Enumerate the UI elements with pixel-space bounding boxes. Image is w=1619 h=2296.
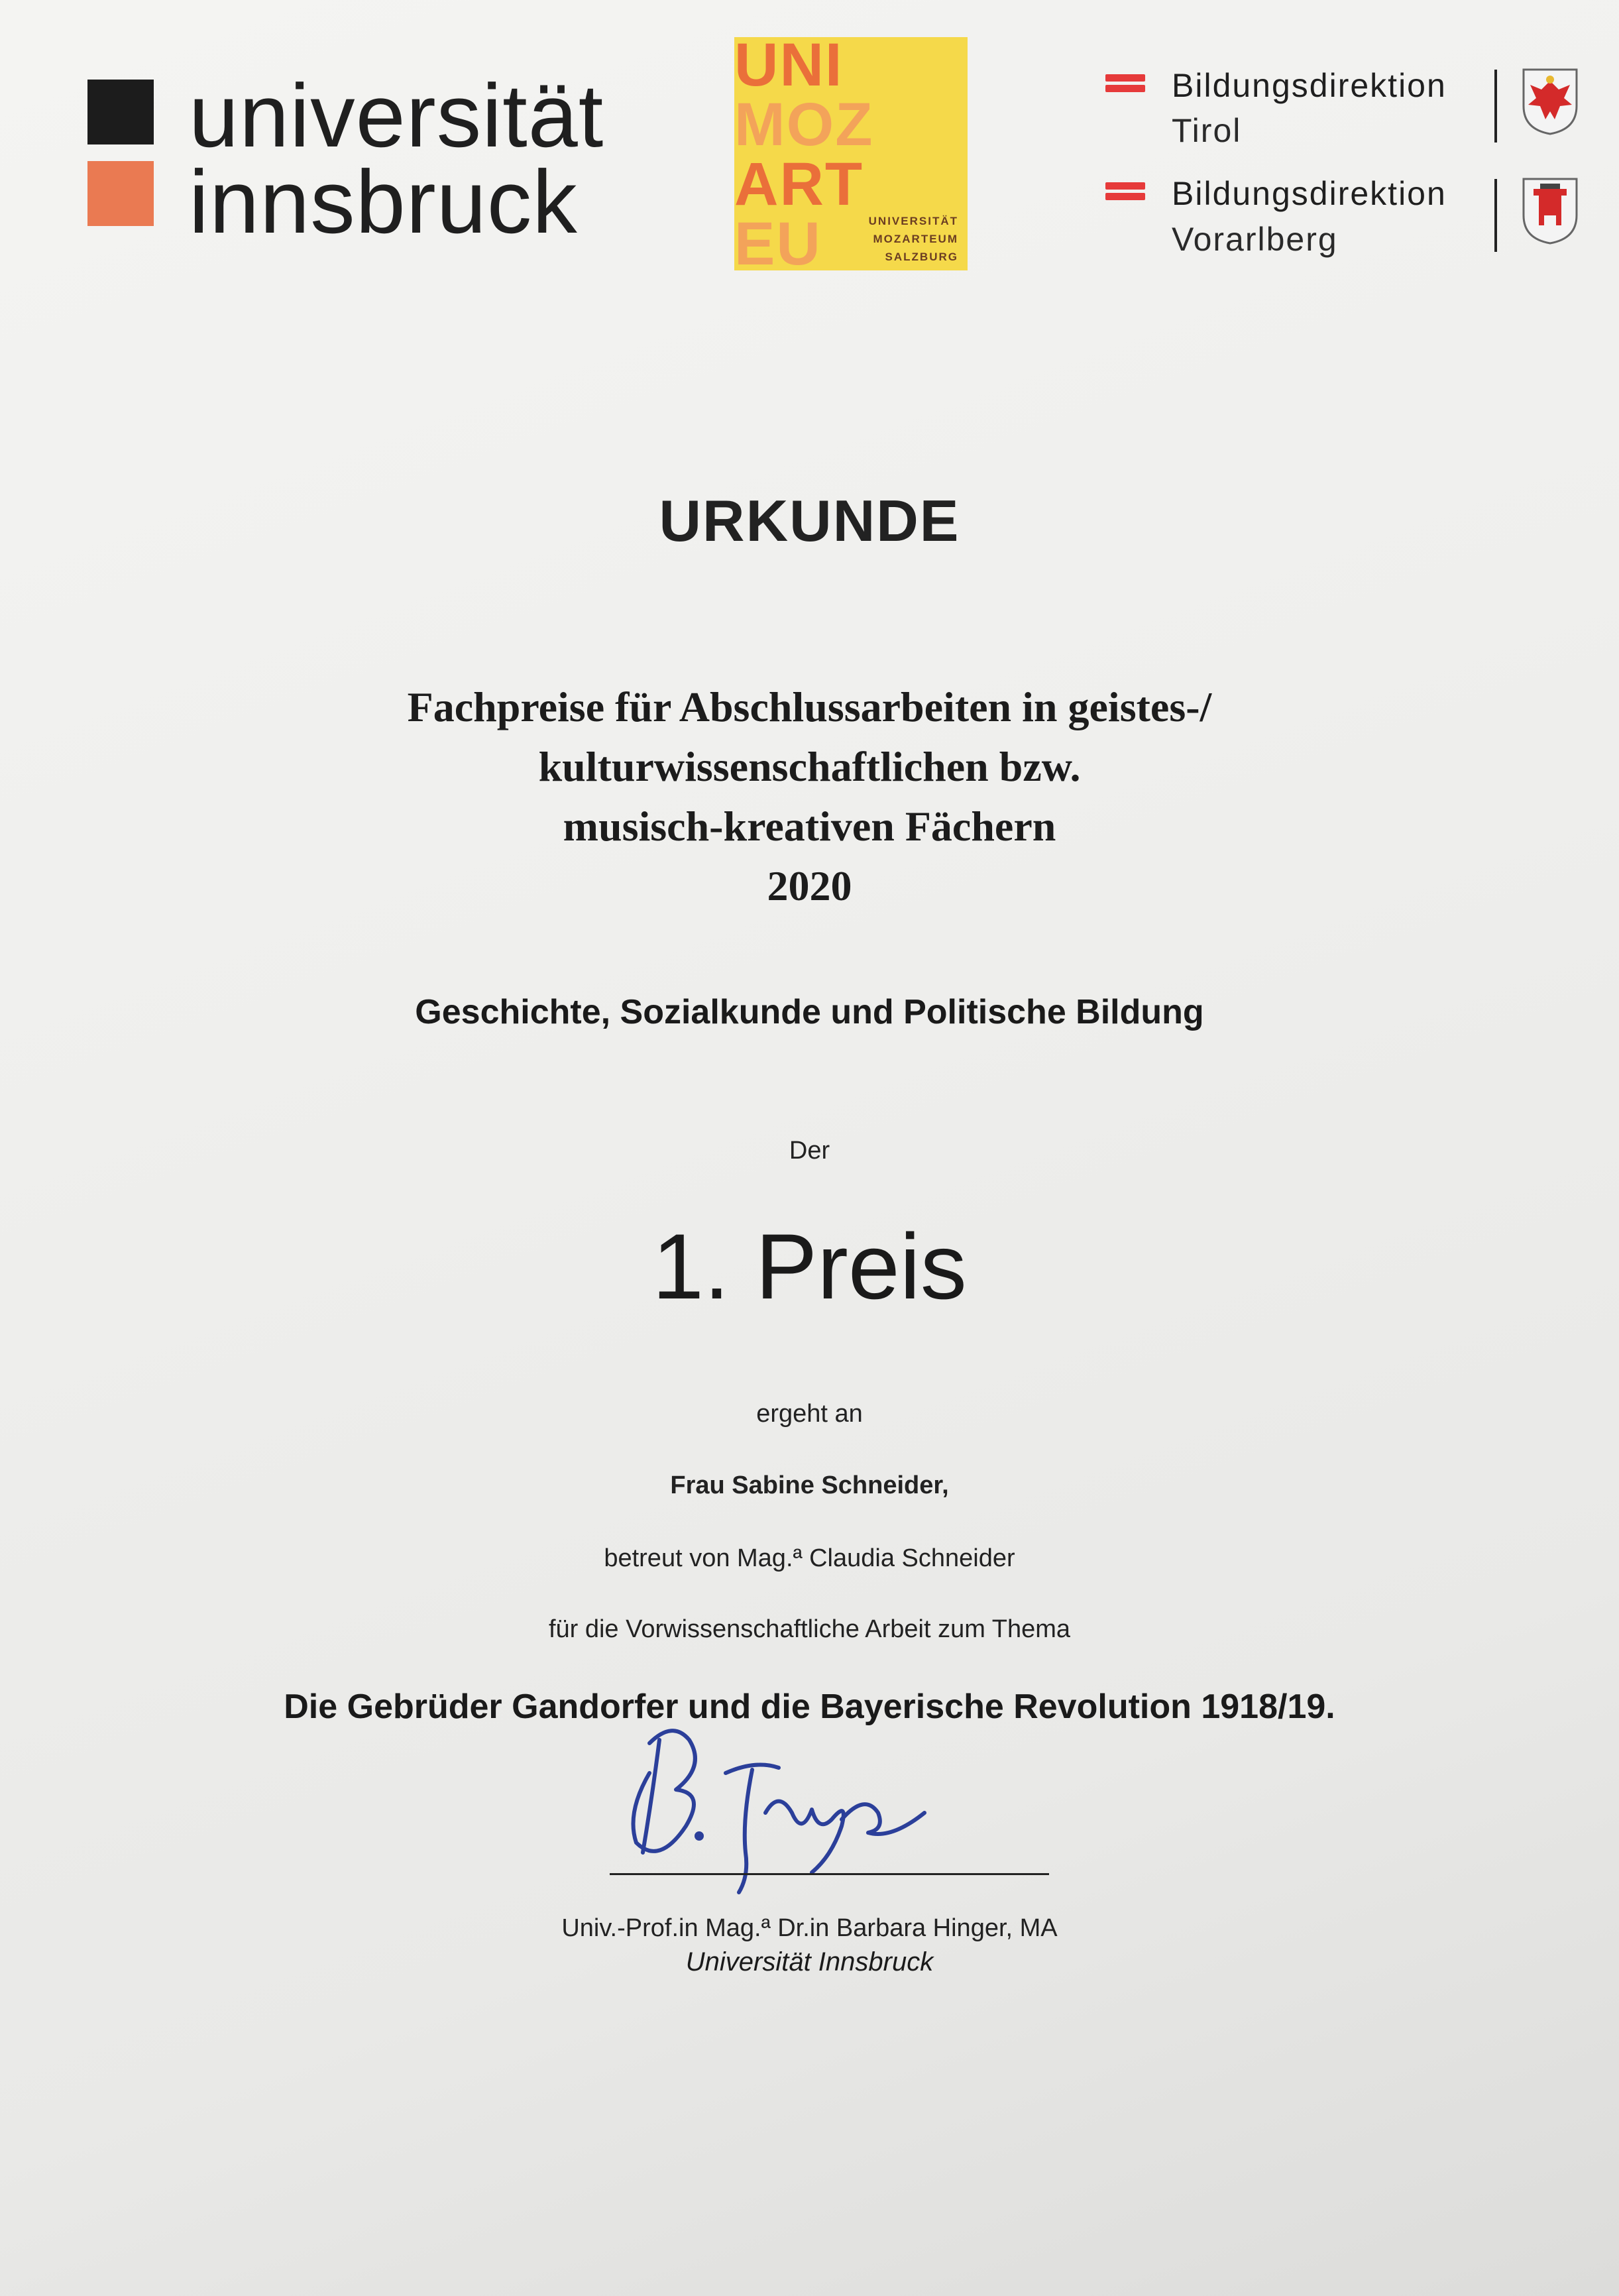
- uibk-logo-orange-square: [87, 161, 154, 226]
- divider: [1494, 70, 1497, 143]
- heading-line: Fachpreise für Abschlussarbeiten in geistes-/: [407, 683, 1212, 730]
- recipient-name: Frau Sabine Schneider,: [670, 1471, 949, 1499]
- mozarteum-logo-row: UNI: [734, 37, 844, 99]
- uibk-logo-text: [189, 66, 604, 252]
- mozarteum-logo-small-text: UNIVERSITÄT: [868, 215, 958, 227]
- handwritten-signature: [613, 1713, 931, 1899]
- mozarteum-logo: [734, 37, 968, 270]
- austria-flag-icon: [1105, 74, 1145, 99]
- uibk-logo-dark-square: [87, 80, 154, 144]
- heading-line: musisch-kreativen Fächern: [563, 803, 1056, 850]
- signer-name: Univ.-Prof.in Mag.ª Dr.in Barbara Hinger, MA: [561, 1914, 1058, 1942]
- divider: [1494, 179, 1497, 252]
- der-label: Der: [789, 1137, 830, 1165]
- supervisor: betreut von Mag.ª Claudia Schneider: [604, 1544, 1015, 1572]
- mozarteum-logo-row: ART: [734, 150, 864, 218]
- uibk-logo-line2: innsbruck: [189, 152, 578, 252]
- goes-to-label: ergeht an: [756, 1400, 863, 1428]
- tyrol-eagle-crest-icon: [1520, 66, 1580, 136]
- prize-title: 1. Preis: [652, 1214, 967, 1318]
- mozarteum-logo-row: EU: [734, 210, 822, 270]
- mozarteum-logo-small-text: MOZARTEUM: [873, 233, 958, 245]
- bildungsdirektion-title: Bildungsdirektion: [1172, 175, 1447, 212]
- bildungsdirektion-region: Vorarlberg: [1172, 221, 1338, 258]
- heading-year: 2020: [767, 862, 852, 909]
- bildungsdirektion-title: Bildungsdirektion: [1172, 67, 1447, 104]
- signer-institution: Universität Innsbruck: [685, 1947, 934, 1977]
- work-topic: Die Gebrüder Gandorfer und die Bayerische Revolution 1918/19.: [284, 1688, 1335, 1726]
- mozarteum-logo-row: MOZ: [734, 91, 874, 158]
- austria-flag-icon: [1105, 182, 1145, 207]
- heading-line: kulturwissenschaftlichen bzw.: [538, 743, 1081, 790]
- mozarteum-logo-small-text: SALZBURG: [885, 251, 958, 263]
- vorarlberg-banner-crest-icon: [1520, 176, 1580, 245]
- bildungsdirektion-region: Tirol: [1172, 112, 1242, 149]
- signature-line: [610, 1873, 1049, 1875]
- certificate-title: URKUNDE: [659, 488, 960, 553]
- subject: Geschichte, Sozialkunde und Politische Bildung: [415, 993, 1204, 1031]
- work-description: für die Vorwissenschaftliche Arbeit zum Thema: [548, 1615, 1071, 1643]
- uibk-logo-line1: universität: [189, 66, 604, 166]
